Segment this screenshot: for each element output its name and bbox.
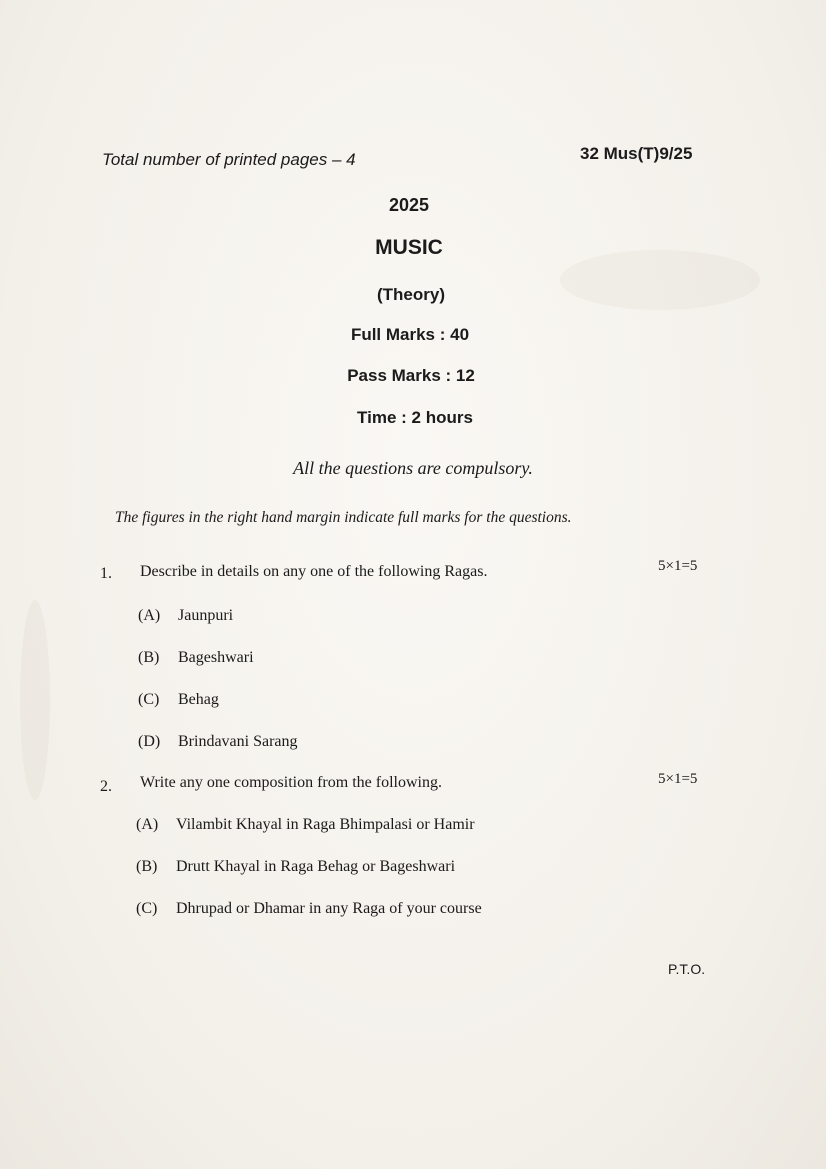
option-label: (C) xyxy=(138,691,160,708)
paper-smudge xyxy=(20,600,50,800)
option-text: Vilambit Khayal in Raga Bhimpalasi or Hamir xyxy=(176,816,475,833)
option-label: (A) xyxy=(136,816,159,833)
option-label: (B) xyxy=(138,649,160,666)
printed-pages-note: Total number of printed pages – 4 xyxy=(102,150,356,169)
time-allowed: Time : 2 hours xyxy=(357,408,473,427)
option-item xyxy=(136,858,455,876)
question-marks: 5×1=5 xyxy=(658,771,698,787)
exam-year: 2025 xyxy=(388,195,430,215)
pass-marks: Pass Marks : 12 xyxy=(347,366,475,385)
option-label: (A) xyxy=(138,607,161,624)
question-number: 2. xyxy=(100,778,112,795)
question-number: 1. xyxy=(100,565,112,582)
option-text: Drutt Khayal in Raga Behag or Bageshwari xyxy=(176,858,456,875)
option-text: Brindavani Sarang xyxy=(178,733,298,750)
option-item xyxy=(136,816,475,834)
please-turn-over: P.T.O. xyxy=(668,961,706,977)
option-item xyxy=(138,649,254,667)
option-item xyxy=(138,691,219,709)
option-item xyxy=(138,607,233,625)
paper-type: (Theory) xyxy=(377,285,445,304)
compulsory-instruction: All the questions are compulsory. xyxy=(293,458,533,478)
option-label: (B) xyxy=(136,858,158,875)
question-text: Write any one composition from the following. xyxy=(140,774,442,791)
margin-instruction: The figures in the right hand margin indicate full marks for the questions. xyxy=(115,509,572,526)
question-marks: 5×1=5 xyxy=(658,558,698,574)
option-text: Jaunpuri xyxy=(178,607,234,624)
question-text: Describe in details on any one of the following Ragas. xyxy=(140,563,488,580)
option-text: Behag xyxy=(178,691,219,708)
option-text: Bageshwari xyxy=(178,649,254,666)
option-item xyxy=(136,900,482,918)
option-text: Dhrupad or Dhamar in any Raga of your course xyxy=(176,900,482,917)
option-item xyxy=(138,733,298,751)
option-label: (C) xyxy=(136,900,158,917)
paper-code: 32 Mus(T)9/25 xyxy=(580,144,693,163)
full-marks: Full Marks : 40 xyxy=(350,325,470,344)
option-label: (D) xyxy=(138,733,161,750)
subject-title: MUSIC xyxy=(375,236,443,259)
